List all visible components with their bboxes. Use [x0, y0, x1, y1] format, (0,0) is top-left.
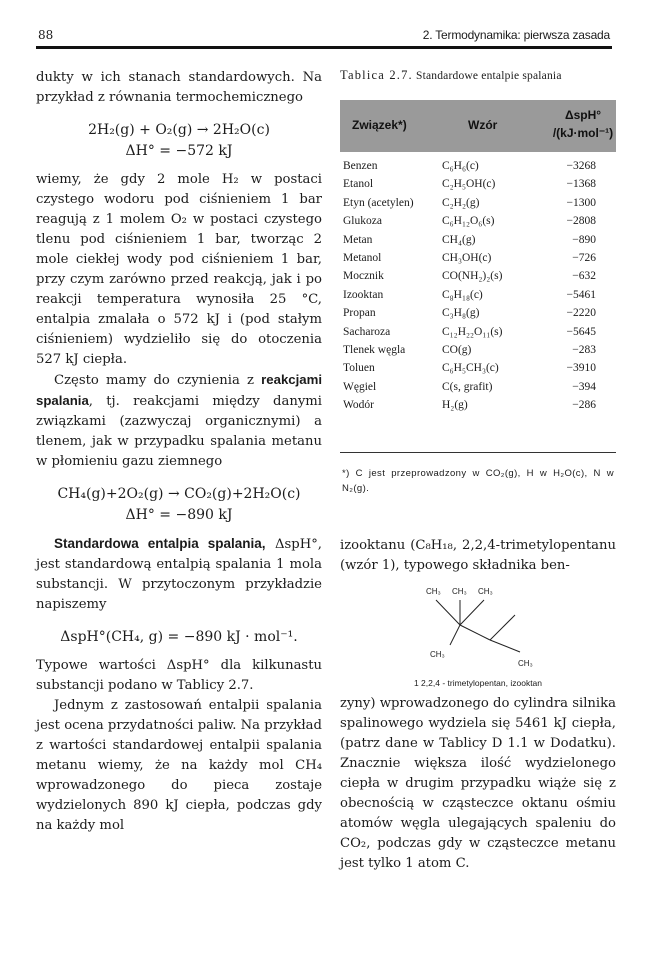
table-cell-formula: C₆H₅CH₃(c): [442, 362, 499, 375]
table-cell-enthalpy: −5461: [566, 288, 596, 301]
mol-label-2: CH₃: [452, 587, 467, 596]
table-row: [340, 362, 616, 380]
structure-caption: 1 2,2,4 - trimetylopentan, izooktan: [413, 678, 543, 688]
table-cell-compound: Toluen: [343, 362, 375, 375]
bond-7: [490, 640, 520, 652]
paragraph-1: dukty w ich stanach standardowych. Na przykład z równania termochemicznego: [36, 70, 322, 105]
isooctane-structure: [400, 580, 550, 675]
paragraph-3-end: , tj. reakcjami między danymi związkami (zazwyczaj organicznymi) a tlenem, jak w przypadku spalania metanu w płomieniu gazu ziemnego: [36, 394, 322, 469]
table-cell-formula: C₂H₂(g): [442, 196, 480, 209]
right-column-top: [340, 536, 616, 576]
table-header-enthalpy: [552, 106, 614, 142]
equation-3-text: ΔspH°(CH₄, g) = −890 kJ · mol⁻¹.: [60, 629, 298, 645]
table-row: [340, 381, 616, 399]
bond-3: [460, 600, 484, 625]
table-cell-enthalpy: −283: [572, 343, 596, 356]
equation-1-enthalpy: ΔH° = −572 kJ: [125, 143, 233, 159]
table-cell-formula: C(s, grafit): [442, 380, 493, 393]
table-row: [340, 326, 616, 344]
bond-5: [460, 625, 490, 640]
bond-4: [450, 625, 460, 645]
table-header-compound: Związek*): [352, 118, 407, 132]
table-number: Tablica 2.7.: [340, 68, 413, 82]
table-cell-enthalpy: −1368: [566, 178, 596, 191]
table-cell-compound: Wodór: [343, 399, 375, 412]
table-row: [340, 252, 616, 270]
header-rule: [36, 46, 612, 49]
table-cell-formula: CH₄(g): [442, 233, 476, 246]
table-row: [340, 197, 616, 215]
table-cell-enthalpy: −2808: [566, 215, 596, 228]
paragraph-3-start: Często mamy do czynienia z: [54, 373, 262, 388]
term-reakcje-spalania: reakcjami spalania: [36, 372, 322, 408]
table-cell-formula: C₈H₁₈(c): [442, 288, 483, 301]
paragraph-3: [36, 370, 322, 472]
table-cell-enthalpy: −5645: [566, 325, 596, 338]
mol-label-4: CH₃: [430, 650, 445, 659]
table-row: [340, 307, 616, 325]
table-cell-compound: Węgiel: [343, 380, 377, 393]
table-row: [340, 399, 616, 417]
table-header: [340, 100, 616, 152]
table-cell-compound: Mocznik: [343, 270, 384, 283]
table-cell-compound: Propan: [343, 307, 376, 320]
term-standardowa-entalpia-spalania: Standardowa entalpia spalania,: [54, 536, 266, 551]
table-header-formula: Wzór: [468, 118, 498, 132]
table-cell-compound: Etanol: [343, 178, 374, 191]
paragraph-2: wiemy, że gdy 2 mole H₂ w postaci czystego wodoru pod ciśnieniem 1 bar reagują z 1 molem O₂ w postaci czystego tlenu pod ciśnieniem 1 bar, tworząc 2 mole ciekłej wody pod ciśnieniem 1 bar, przy czym zarówno przed reakcją, jak i po reakcji temperatura wynosiła 25 °C, entalpia zmalała o 572 kJ i (pod stałym ciśnieniem) wydzieliło się do otoczenia 527 kJ ciepła.: [36, 172, 322, 367]
paragraph-5: Typowe wartości ΔspH° dla kilkunastu substancji podano w Tablicy 2.7.: [36, 658, 322, 693]
equation-2: [36, 484, 322, 526]
bond-2: [436, 600, 460, 625]
equation-2-reaction: CH₄(g)+2O₂(g) → CO₂(g)+2H₂O(c): [57, 486, 301, 502]
table-row: [340, 344, 616, 362]
table-cell-formula: C₁₂H₂₂O₁₁(s): [442, 325, 503, 338]
table-row: [340, 234, 616, 252]
table-cell-compound: Glukoza: [343, 215, 382, 228]
table-cell-enthalpy: −3910: [566, 362, 596, 375]
right-paragraph-1: izooktanu (C₈H₁₈, 2,2,4-trimetylopentanu (wzór 1), typowego składnika ben-: [340, 538, 616, 573]
table-row: [340, 289, 616, 307]
mol-label-1: CH₃: [426, 587, 441, 596]
table-header-enthalpy-unit: /(kJ·mol⁻¹): [552, 126, 614, 140]
table-row: [340, 178, 616, 196]
mol-label-3: CH₃: [478, 587, 493, 596]
table-cell-formula: CH₃OH(c): [442, 251, 492, 264]
table-cell-compound: Etyn (acetylen): [343, 196, 414, 209]
table-cell-enthalpy: −3268: [566, 160, 596, 172]
table-cell-enthalpy: −726: [572, 251, 596, 264]
table-cell-compound: Izooktan: [343, 288, 384, 301]
table-cell-enthalpy: −2220: [566, 307, 596, 320]
table-cell-enthalpy: −890: [572, 233, 596, 246]
mol-label-5: CH₃: [518, 659, 533, 668]
table-cell-formula: C₃H₈(g): [442, 307, 480, 320]
equation-3: [36, 627, 322, 648]
table-cell-enthalpy: −286: [572, 399, 596, 412]
table-cell-formula: C₆H₆(c): [442, 160, 479, 172]
bond-6: [490, 615, 515, 640]
table-footnote: *) C jest przeprowadzony w CO₂(g), H w H₂O(c), N w N₂(g).: [342, 468, 614, 494]
table-row: [340, 270, 616, 288]
table-cell-compound: Benzen: [343, 160, 378, 172]
right-column-bottom: [340, 694, 616, 874]
equation-1-reaction: 2H₂(g) + O₂(g) → 2H₂O(c): [88, 122, 270, 138]
table-cell-formula: C₂H₅OH(c): [442, 178, 496, 191]
paragraph-4-rest: ΔspH°, jest standardową entalpią spalania 1 mola substancji. W przytoczonym przykładzie napiszemy: [36, 537, 322, 612]
table-caption-text: Standardowe entalpie spalania: [415, 70, 562, 82]
table-cell-formula: C₆H₁₂O₆(s): [442, 215, 495, 228]
table-body: [340, 160, 616, 417]
table-cell-compound: Sacharoza: [343, 325, 391, 338]
table-cell-formula: CO(g): [442, 343, 472, 356]
table-caption: [340, 68, 616, 83]
equation-2-enthalpy: ΔH° = −890 kJ: [125, 507, 233, 523]
equation-1: [36, 120, 322, 162]
table-cell-enthalpy: −394: [572, 380, 596, 393]
table-cell-compound: Tlenek węgla: [343, 343, 406, 356]
page-number: 88: [38, 28, 54, 42]
right-paragraph-2: zyny) wprowadzonego do cylindra silnika spalinowego wydziela się 5461 kJ ciepła, (patrz dane w Tablicy D 1.1 w Dodatku). Znacznie większa ilość wydzielonego ciepła w drugim przypadku wiąże się z obecnością w cząsteczce oktanu ośmiu atomów węgla ulegających spaleniu do CO₂, podczas gdy w cząsteczce metanu jest tylko 1 atom C.: [340, 696, 616, 871]
table-cell-formula: H₂(g): [442, 399, 468, 412]
table-header-enthalpy-symbol: ΔspH°: [564, 108, 602, 122]
table-row: [340, 215, 616, 233]
table-bottom-rule: [340, 452, 616, 453]
chapter-title: 2. Termodynamika: pierwsza zasada: [422, 28, 610, 42]
table-cell-enthalpy: −632: [572, 270, 596, 283]
table-cell-compound: Metanol: [343, 251, 382, 264]
table-cell-compound: Metan: [343, 233, 373, 246]
paragraph-4: [36, 534, 322, 615]
paragraph-6: Jednym z zastosowań entalpii spalania jest ocena przydatności paliw. Na przykład z wartości standardowej entalpii spalania metanu wiemy, że na każdy mol CH₄ wprowadzonego do pieca zostaje wydzielonych 890 kJ ciepła, podczas gdy na każdy mol: [36, 698, 322, 833]
table-row: [340, 160, 616, 178]
left-column: [36, 68, 322, 836]
table-cell-enthalpy: −1300: [566, 196, 596, 209]
table-cell-formula: CO(NH₂)₂(s): [442, 270, 503, 283]
